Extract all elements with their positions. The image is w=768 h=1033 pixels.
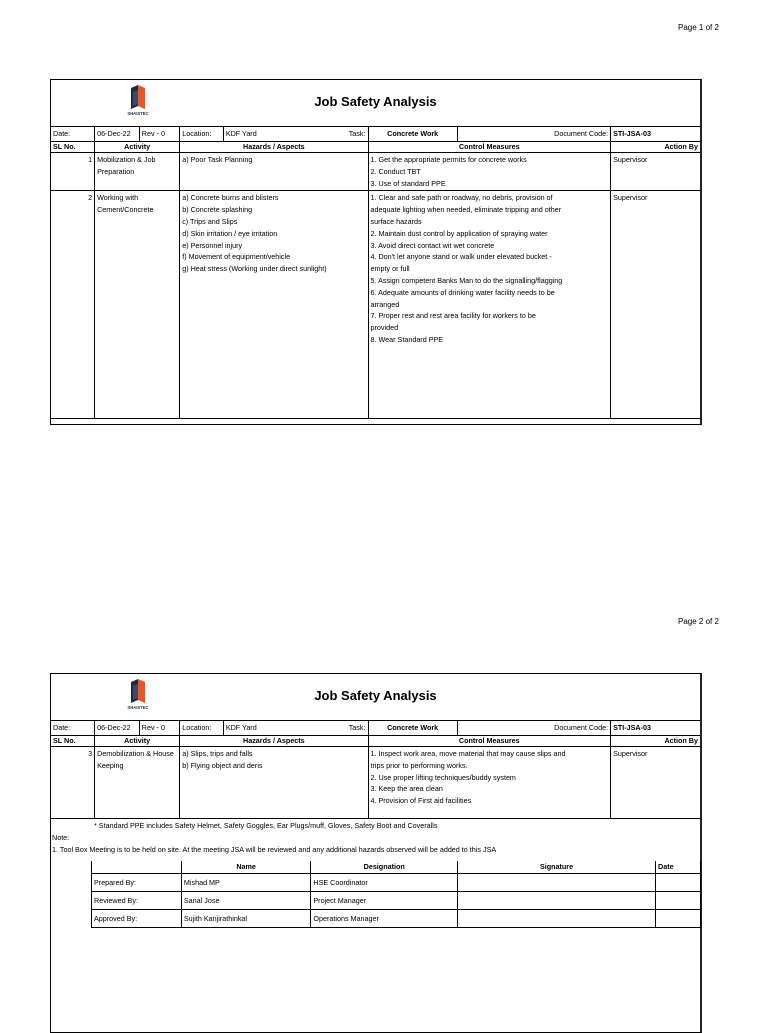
revision: Rev - 0 [139, 721, 179, 736]
doc-code-value: STI-JSA-03 [611, 127, 700, 142]
page-number-1: Page 1 of 2 [678, 23, 719, 32]
ppe-note: * Standard PPE includes Safety Helmet, Safety Goggles, Ear Plugs/muff, Gloves, Safety Boot and Coveralls [94, 821, 438, 830]
svg-text:SHAISTEC: SHAISTEC [127, 705, 149, 710]
activity-line: Keeping [97, 760, 124, 770]
info-row [51, 721, 700, 736]
signoff-name: Sujith Kanjirathinkal [181, 910, 311, 928]
row-action: Supervisor [611, 191, 700, 419]
control-line: 2. Use proper lifting techniques/buddy system [370, 772, 516, 782]
hazard-line: a) Poor Task Planning [182, 155, 253, 164]
jsa-table [51, 127, 700, 419]
location-value: KDF Yard [223, 721, 272, 736]
signoff-col-date: Date [656, 861, 701, 874]
hazard-line: b) Concrete splashing [182, 205, 253, 215]
row-action: Supervisor [611, 747, 700, 819]
col-controls: Control Measures [368, 736, 611, 747]
control-line: 8. Wear Standard PPE [370, 334, 444, 344]
row-hazards [180, 191, 368, 419]
hazard-line: f) Movement of equipment/vehicle [182, 252, 291, 262]
signoff-role: Prepared By: [92, 874, 182, 892]
signoff-col-signature: Signature [458, 861, 656, 874]
row-sl: 1 [51, 153, 95, 191]
control-line: 2. Maintain dust control by application of spraying water [370, 228, 548, 238]
control-line: 4. Provision of First aid facilities [370, 796, 472, 806]
signoff-signature [458, 910, 656, 928]
task-label: Task: [272, 721, 368, 736]
control-line: surface hazards [370, 216, 422, 226]
table-row [51, 747, 700, 819]
info-row [51, 127, 700, 142]
table-row [51, 153, 700, 191]
col-action: Action By [611, 142, 700, 153]
row-activity [95, 747, 180, 819]
control-line: provided [370, 323, 399, 333]
signoff-role: Approved By: [92, 910, 182, 928]
revision: Rev - 0 [139, 127, 179, 142]
col-activity: Activity [95, 736, 180, 747]
task-label: Task: [272, 127, 368, 142]
col-hazards: Hazards / Aspects [180, 736, 368, 747]
control-line: empty or full [370, 264, 410, 274]
signoff-name: Mishad MP [181, 874, 311, 892]
hazard-line: a) Slips, trips and falls [182, 749, 253, 758]
hazard-line: b) Flying object and deris [182, 760, 263, 770]
hazard-line: c) Trips and Slips [182, 216, 238, 226]
signoff-role: Reviewed By: [92, 892, 182, 910]
signoff-col-name: Name [181, 861, 311, 874]
doc-code-label: Document Code: [457, 127, 610, 142]
signoff-row [92, 910, 701, 928]
jsa-sheet-page-1 [50, 79, 702, 425]
control-line: 1. Clear and safe path or roadway, no debris, provision of [370, 193, 553, 203]
signoff-header-row [92, 861, 701, 874]
date-label: Date: [51, 721, 95, 736]
jsa-sheet-page-2 [50, 673, 702, 1033]
signoff-row [92, 874, 701, 892]
control-line: 2. Conduct TBT [370, 166, 421, 176]
control-line: 3. Avoid direct contact wit wet concrete [370, 240, 495, 250]
col-controls: Control Measures [368, 142, 611, 153]
row-controls [368, 747, 611, 819]
page-title: Job Safety Analysis [314, 94, 437, 109]
row-controls [368, 153, 611, 191]
row-hazards [180, 747, 368, 819]
page-number-2: Page 2 of 2 [678, 617, 719, 626]
row-sl: 3 [51, 747, 95, 819]
signoff-name: Sanal Jose [181, 892, 311, 910]
control-line: trips prior to performing works. [370, 760, 468, 770]
signoff-date [656, 874, 701, 892]
location-label: Location: [180, 127, 224, 142]
page-title: Job Safety Analysis [314, 688, 437, 703]
hazard-line: a) Concrete burns and blisters [182, 193, 279, 203]
svg-text:SHAISTEC: SHAISTEC [127, 111, 149, 116]
sheet-header [51, 80, 700, 127]
signoff-designation: HSE Coordinator [311, 874, 458, 892]
row-activity [95, 191, 180, 419]
task-value: Concrete Work [368, 721, 457, 736]
control-line: 6. Adequate amounts of drinking water facility needs to be [370, 287, 555, 297]
row-hazards [180, 153, 368, 191]
col-action: Action By [611, 736, 700, 747]
date-value: 06-Dec-22 [95, 721, 140, 736]
doc-code-label: Document Code: [457, 721, 610, 736]
signoff-designation: Operations Manager [311, 910, 458, 928]
column-header-row [51, 142, 700, 153]
doc-code-value: STI-JSA-03 [611, 721, 700, 736]
location-value: KDF Yard [223, 127, 272, 142]
control-line: 1. Inspect work area, move material that may cause slips and [370, 749, 566, 758]
activity-line: Mobilization & Job Preparation [97, 155, 156, 176]
col-sl: SL No. [51, 736, 95, 747]
table-row [51, 191, 700, 419]
date-value: 06-Dec-22 [95, 127, 140, 142]
note-label: Note: [52, 833, 70, 842]
col-sl: SL No. [51, 142, 95, 153]
col-activity: Activity [95, 142, 180, 153]
column-header-row [51, 736, 700, 747]
sheet-header [51, 674, 700, 721]
jsa-table [51, 721, 700, 819]
signoff-signature [458, 874, 656, 892]
notes-section [51, 819, 700, 857]
signoff-row [92, 892, 701, 910]
row-controls [368, 191, 611, 419]
control-line: 5. Assign competent Banks Man to do the signalling/flagging [370, 275, 563, 285]
signoff-col-designation: Designation [311, 861, 458, 874]
date-label: Date: [51, 127, 95, 142]
signoff-signature [458, 892, 656, 910]
control-line: 7. Proper rest and rest area facility for workers to be [370, 311, 536, 321]
col-hazards: Hazards / Aspects [180, 142, 368, 153]
task-value: Concrete Work [368, 127, 457, 142]
activity-line: Working with Cement/Concrete [97, 193, 154, 215]
signoff-table [91, 861, 701, 928]
signoff-designation: Project Manager [311, 892, 458, 910]
note-1: 1. Tool Box Meeting is to be held on site. At the meeting JSA will be reviewed and any additional hazards observed will be added to this JSA [52, 845, 497, 854]
activity-line: Demobilization & House [97, 749, 174, 758]
control-line: arranged [370, 299, 400, 309]
hazard-line: g) Heat stress (Working under direct sunlight) [182, 264, 327, 274]
location-label: Location: [180, 721, 224, 736]
row-action: Supervisor [611, 153, 700, 191]
signoff-date [656, 892, 701, 910]
control-line: 1. Get the appropriate permits for concrete works [370, 155, 527, 164]
hazard-line: d) Skin irritation / eye irritation [182, 228, 278, 238]
row-activity [95, 153, 180, 191]
control-line: 3. Use of standard PPE [370, 178, 446, 188]
row-sl: 2 [51, 191, 95, 419]
signoff-corner [92, 861, 182, 874]
control-line: 4. Don't let anyone stand or walk under elevated bucket - [370, 252, 552, 262]
control-line: 3. Keep the area clean [370, 784, 443, 794]
hazard-line: e) Personnel injury [182, 240, 243, 250]
signoff-date [656, 910, 701, 928]
control-line: adequate lighting when needed, eliminate tripping and other [370, 205, 562, 215]
